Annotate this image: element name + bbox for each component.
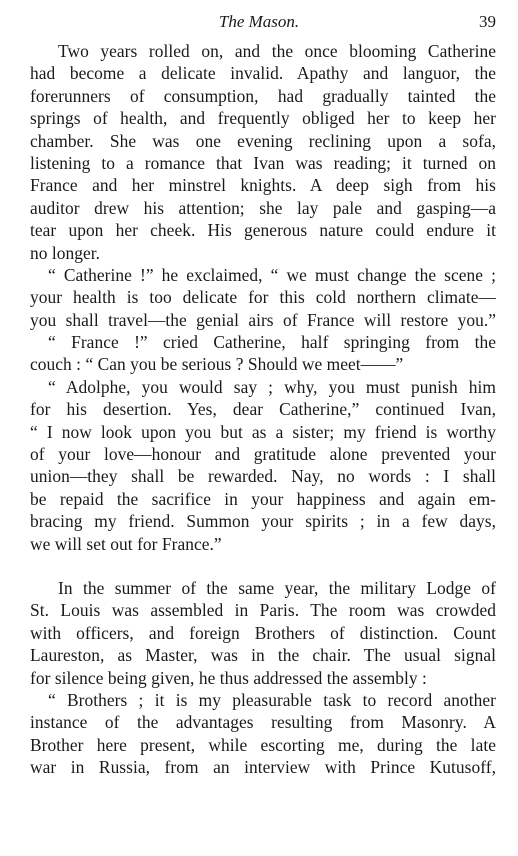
text-line: bracing my friend. Summon your spirits ; in a few days, [30,511,496,532]
text-line: forerunners of consumption, had gradually tainted the [30,85,496,106]
text-line: had become a delicate invalid. Apathy and languor, the [30,63,496,84]
text-line: Brother here present, while escorting me, during the late [30,734,496,755]
text-line: France and her minstrel knights. A deep sigh from his [30,175,496,196]
text-line: we will set out for France.” [30,533,222,554]
text-line: “ France !” cried Catherine, half springing from the [48,332,496,353]
text-line: In the summer of the same year, the military Lodge of [58,577,496,598]
page-number: 39 [479,12,496,31]
text-line: tear upon her cheek. His generous nature could endure it [30,220,496,241]
paragraph [30,376,496,555]
text-line: springs of health, and frequently obliged her to keep her [30,108,496,129]
text-line: Laureston, as Master, was in the chair. The usual signal [30,645,496,666]
text-line: your health is too delicate for this cold northern climate— [30,287,496,308]
text-line: union—they shall be rewarded. Nay, no words : I shall [30,466,496,487]
paragraph [30,331,496,376]
text-line: “ Brothers ; it is my pleasurable task to record another [48,689,496,710]
text-line: couch : “ Can you be serious ? Should we meet——” [30,354,404,375]
text-line: “ Adolphe, you would say ; why, you must punish him [48,376,496,397]
text-line: for silence being given, he thus addressed the assembly : [30,667,427,688]
text-line: for his desertion. Yes, dear Catherine,” continued Ivan, [30,399,496,420]
paragraph [30,40,496,264]
running-title: The Mason. [218,12,300,31]
text-line: of your love—honour and gratitude alone prevented your [30,444,496,465]
text-line: you shall travel—the genial airs of France will restore you.” [30,309,496,330]
text-line: instance of the advantages resulting from Masonry. A [30,712,496,733]
text-line: no longer. [30,242,101,263]
text-line: Two years rolled on, and the once blooming Catherine [58,41,496,61]
text-line: war in Russia, from an interview with Prince Kutusoff, [30,757,496,778]
page-header [0,10,518,34]
body-text [30,40,496,779]
text-line: auditor drew his attention; she lay pale and gasping—a [30,197,496,218]
paragraph [30,264,496,331]
text-line: “ I now look upon you but as a sister; my friend is worthy [30,421,496,442]
text-line: “ Catherine !” he exclaimed, “ we must change the scene ; [48,264,496,285]
text-line: St. Louis was assembled in Paris. The room was crowded [30,600,496,621]
paragraph [30,577,496,689]
section-break [30,555,496,577]
text-line: listening to a romance that Ivan was reading; it turned on [30,152,496,173]
text-line: with officers, and foreign Brothers of distinction. Count [30,622,496,643]
text-line: be repaid the sacrifice in your happiness and again em- [30,488,496,509]
text-line: chamber. She was one evening reclining upon a sofa, [30,130,496,151]
paragraph [30,689,496,779]
